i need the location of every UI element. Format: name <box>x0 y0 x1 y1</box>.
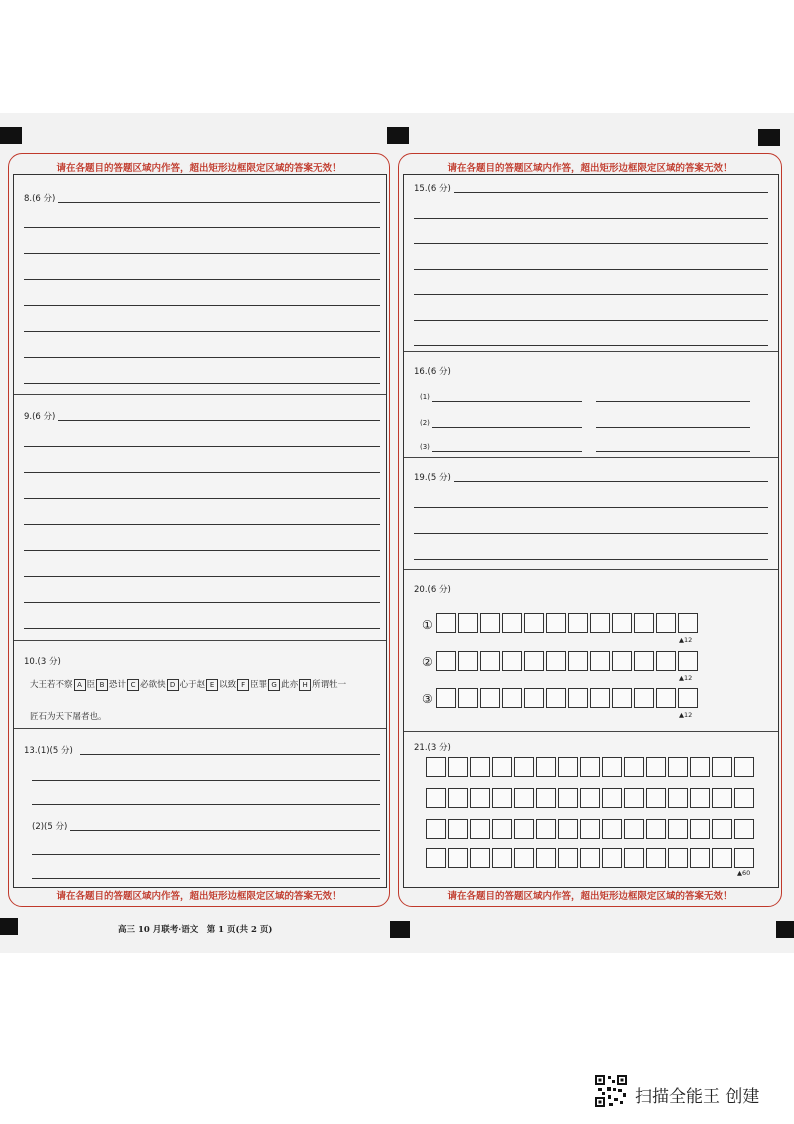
q10-text: 臣罪 <box>250 680 268 690</box>
answer-cell[interactable] <box>470 788 490 808</box>
question-16-label: 16.(6 分) <box>414 367 451 377</box>
answer-cell[interactable] <box>558 757 578 777</box>
right-answer-box <box>403 174 779 888</box>
composition-grid-row-2[interactable] <box>426 788 756 808</box>
answer-line <box>432 401 582 402</box>
answer-line <box>24 227 380 228</box>
answer-line <box>80 754 380 755</box>
question-13-area[interactable] <box>14 728 386 887</box>
answer-cell[interactable] <box>646 819 666 839</box>
answer-line <box>414 269 768 270</box>
registration-mark-top-right <box>758 129 780 146</box>
left-panel <box>8 153 390 907</box>
answer-cell[interactable] <box>678 688 698 708</box>
answer-cell[interactable] <box>470 819 490 839</box>
question-20-area[interactable] <box>404 569 778 732</box>
answer-cell[interactable] <box>602 757 622 777</box>
char-grid-row-3[interactable] <box>436 688 700 708</box>
answer-cell[interactable] <box>656 651 676 671</box>
row-number-1: ① <box>422 618 433 632</box>
answer-cell[interactable] <box>590 651 610 671</box>
answer-line <box>32 854 380 855</box>
answer-line <box>414 533 768 534</box>
row-number-2: ② <box>422 655 433 669</box>
answer-cell[interactable] <box>458 613 478 633</box>
answer-cell[interactable] <box>492 848 512 868</box>
qr-code-icon <box>594 1074 628 1108</box>
answer-cell[interactable] <box>690 819 710 839</box>
answer-cell[interactable] <box>690 848 710 868</box>
question-16-item-1: (1) <box>420 393 430 401</box>
page-footer: 高三 10 月联考·语文 第 1 页(共 2 页) <box>118 925 273 935</box>
answer-cell[interactable] <box>426 757 446 777</box>
q10-option-B[interactable]: B <box>96 679 108 691</box>
question-16-item-3: (3) <box>420 443 430 451</box>
q10-option-G[interactable]: G <box>268 679 280 691</box>
answer-line <box>24 524 380 525</box>
answer-cell[interactable] <box>580 788 600 808</box>
question-10-line2: 匠石为天下屠者也。 <box>30 712 107 722</box>
answer-cell[interactable] <box>602 848 622 868</box>
answer-line <box>58 420 380 421</box>
answer-line <box>24 253 380 254</box>
q10-text: 以致 <box>219 680 237 690</box>
char-grid-row-1[interactable] <box>436 613 700 633</box>
answer-cell[interactable] <box>426 848 446 868</box>
answer-cell[interactable] <box>678 651 698 671</box>
question-16-item-2: (2) <box>420 419 430 427</box>
right-panel <box>398 153 782 907</box>
question-21-area[interactable] <box>404 731 778 887</box>
composition-grid-row-1[interactable] <box>426 757 756 777</box>
answer-cell[interactable] <box>678 613 698 633</box>
answer-cell[interactable] <box>646 757 666 777</box>
answer-cell[interactable] <box>514 788 534 808</box>
grid-count-tag: ▲12 <box>679 674 693 682</box>
answer-line <box>24 357 380 358</box>
answer-cell[interactable] <box>514 848 534 868</box>
answer-line <box>32 878 380 879</box>
answer-cell[interactable] <box>734 819 754 839</box>
answer-cell[interactable] <box>712 819 732 839</box>
q10-option-A[interactable]: A <box>74 679 86 691</box>
answer-line <box>414 559 768 560</box>
answer-line <box>414 243 768 244</box>
grid-count-tag: ▲60 <box>737 869 751 877</box>
answer-cell[interactable] <box>712 848 732 868</box>
question-10-area[interactable] <box>14 640 386 729</box>
row-number-3: ③ <box>422 692 433 706</box>
answer-cell[interactable] <box>448 819 468 839</box>
answer-line <box>58 202 380 203</box>
answer-cell[interactable] <box>458 688 478 708</box>
registration-mark-bottom-left <box>0 918 18 935</box>
question-9-area[interactable] <box>14 394 386 641</box>
question-10-sentence <box>30 678 346 691</box>
composition-grid-row-3[interactable] <box>426 819 756 839</box>
left-top-notice: 请在各题目的答题区域内作答，超出矩形边框限定区域的答案无效！ <box>56 163 342 174</box>
answer-cell[interactable] <box>612 651 632 671</box>
answer-cell[interactable] <box>668 819 688 839</box>
answer-cell[interactable] <box>568 613 588 633</box>
q10-text: 所谓牡一 <box>312 680 347 690</box>
q10-text: 臣 <box>86 680 96 690</box>
answer-cell[interactable] <box>656 613 676 633</box>
question-15-area[interactable] <box>404 175 778 352</box>
registration-mark-top-left <box>0 127 22 144</box>
answer-cell[interactable] <box>712 757 732 777</box>
question-13-part1-label: 13.(1)(5 分) <box>24 746 73 756</box>
answer-line <box>24 446 380 447</box>
answer-cell[interactable] <box>458 651 478 671</box>
answer-cell[interactable] <box>502 688 522 708</box>
answer-cell[interactable] <box>590 688 610 708</box>
answer-cell[interactable] <box>492 788 512 808</box>
answer-cell[interactable] <box>492 757 512 777</box>
answer-cell[interactable] <box>646 788 666 808</box>
answer-cell[interactable] <box>436 651 456 671</box>
answer-line <box>414 294 768 295</box>
answer-cell[interactable] <box>634 688 654 708</box>
answer-cell[interactable] <box>690 757 710 777</box>
registration-mark-bottom-center <box>390 921 410 938</box>
answer-cell[interactable] <box>448 848 468 868</box>
answer-line <box>24 628 380 629</box>
composition-grid-row-4[interactable] <box>426 848 756 868</box>
q10-text: 心于赵 <box>179 680 206 690</box>
answer-line <box>596 401 750 402</box>
answer-line <box>414 218 768 219</box>
answer-sheet <box>0 113 794 953</box>
answer-cell[interactable] <box>624 848 644 868</box>
answer-cell[interactable] <box>602 788 622 808</box>
answer-cell[interactable] <box>502 651 522 671</box>
question-8-label: 8.(6 分) <box>24 194 56 204</box>
answer-cell[interactable] <box>436 613 456 633</box>
answer-line <box>414 507 768 508</box>
answer-line <box>70 830 380 831</box>
question-19-label: 19.(5 分) <box>414 473 451 483</box>
q10-option-C[interactable]: C <box>127 679 139 691</box>
answer-cell[interactable] <box>568 651 588 671</box>
answer-line <box>32 780 380 781</box>
question-8-area[interactable] <box>14 175 386 395</box>
q10-option-D[interactable]: D <box>167 679 179 691</box>
q10-option-F[interactable]: F <box>237 679 249 691</box>
answer-cell[interactable] <box>612 688 632 708</box>
question-15-label: 15.(6 分) <box>414 184 451 194</box>
answer-cell[interactable] <box>734 788 754 808</box>
answer-line <box>432 451 582 452</box>
q10-text: 大王若不察 <box>30 680 73 690</box>
registration-mark-top-center <box>387 127 409 144</box>
question-19-area[interactable] <box>404 457 778 570</box>
answer-cell[interactable] <box>546 688 566 708</box>
answer-line <box>414 345 768 346</box>
answer-cell[interactable] <box>480 651 500 671</box>
answer-line <box>596 427 750 428</box>
answer-cell[interactable] <box>426 788 446 808</box>
question-10-label: 10.(3 分) <box>24 657 61 667</box>
answer-cell[interactable] <box>656 688 676 708</box>
answer-cell[interactable] <box>480 613 500 633</box>
q10-text: 必欲快 <box>140 680 166 690</box>
left-bottom-notice: 请在各题目的答题区域内作答，超出矩形边框限定区域的答案无效！ <box>56 891 342 902</box>
answer-cell[interactable] <box>580 848 600 868</box>
q10-text: 恐 <box>109 680 118 690</box>
answer-line <box>24 550 380 551</box>
answer-cell[interactable] <box>602 819 622 839</box>
answer-line <box>24 472 380 473</box>
answer-line <box>24 602 380 603</box>
right-top-notice: 请在各题目的答题区域内作答，超出矩形边框限定区域的答案无效！ <box>447 163 733 174</box>
right-bottom-notice: 请在各题目的答题区域内作答，超出矩形边框限定区域的答案无效！ <box>447 891 733 902</box>
answer-line <box>596 451 750 452</box>
answer-cell[interactable] <box>558 819 578 839</box>
answer-cell[interactable] <box>690 788 710 808</box>
answer-cell[interactable] <box>624 788 644 808</box>
answer-cell[interactable] <box>536 848 556 868</box>
answer-cell[interactable] <box>514 757 534 777</box>
question-13-part2-label: (2)(5 分) <box>32 822 68 832</box>
answer-cell[interactable] <box>624 757 644 777</box>
answer-cell[interactable] <box>558 788 578 808</box>
answer-cell[interactable] <box>470 848 490 868</box>
answer-cell[interactable] <box>492 819 512 839</box>
answer-line <box>24 576 380 577</box>
grid-count-tag: ▲12 <box>679 636 693 644</box>
answer-cell[interactable] <box>536 757 556 777</box>
answer-line <box>24 331 380 332</box>
answer-cell[interactable] <box>558 848 578 868</box>
answer-cell[interactable] <box>712 788 732 808</box>
answer-cell[interactable] <box>448 788 468 808</box>
answer-cell[interactable] <box>436 688 456 708</box>
q10-text: 计 <box>117 680 127 690</box>
answer-cell[interactable] <box>426 819 446 839</box>
answer-cell[interactable] <box>646 848 666 868</box>
answer-cell[interactable] <box>580 757 600 777</box>
answer-line <box>32 804 380 805</box>
answer-cell[interactable] <box>612 613 632 633</box>
answer-cell[interactable] <box>668 848 688 868</box>
answer-cell[interactable] <box>546 651 566 671</box>
answer-cell[interactable] <box>634 651 654 671</box>
answer-line <box>24 383 380 384</box>
q10-option-E[interactable]: E <box>206 679 218 691</box>
answer-cell[interactable] <box>668 788 688 808</box>
answer-line <box>24 498 380 499</box>
answer-cell[interactable] <box>524 688 544 708</box>
registration-mark-bottom-right <box>776 921 794 938</box>
answer-cell[interactable] <box>590 613 610 633</box>
question-20-label: 20.(6 分) <box>414 585 451 595</box>
answer-cell[interactable] <box>580 819 600 839</box>
answer-cell[interactable] <box>470 757 490 777</box>
answer-cell[interactable] <box>536 788 556 808</box>
left-answer-box <box>13 174 387 888</box>
q10-text: 此亦 <box>281 680 299 690</box>
answer-cell[interactable] <box>502 613 522 633</box>
answer-cell[interactable] <box>734 757 754 777</box>
answer-cell[interactable] <box>448 757 468 777</box>
answer-cell[interactable] <box>624 819 644 839</box>
answer-cell[interactable] <box>634 613 654 633</box>
answer-cell[interactable] <box>668 757 688 777</box>
answer-cell[interactable] <box>568 688 588 708</box>
answer-line <box>24 305 380 306</box>
answer-cell[interactable] <box>524 651 544 671</box>
answer-line <box>454 481 768 482</box>
answer-cell[interactable] <box>524 613 544 633</box>
answer-line <box>454 192 768 193</box>
q10-option-H[interactable]: H <box>299 679 311 691</box>
scanner-watermark-text: 扫描全能王 创建 <box>635 1087 760 1107</box>
answer-line <box>432 427 582 428</box>
answer-cell[interactable] <box>480 688 500 708</box>
answer-cell[interactable] <box>734 848 754 868</box>
grid-count-tag: ▲12 <box>679 711 693 719</box>
answer-cell[interactable] <box>546 613 566 633</box>
question-16-area[interactable] <box>404 351 778 458</box>
question-9-label: 9.(6 分) <box>24 412 56 422</box>
answer-cell[interactable] <box>536 819 556 839</box>
answer-cell[interactable] <box>514 819 534 839</box>
char-grid-row-2[interactable] <box>436 651 700 671</box>
answer-line <box>24 279 380 280</box>
answer-line <box>414 320 768 321</box>
question-21-label: 21.(3 分) <box>414 743 451 753</box>
